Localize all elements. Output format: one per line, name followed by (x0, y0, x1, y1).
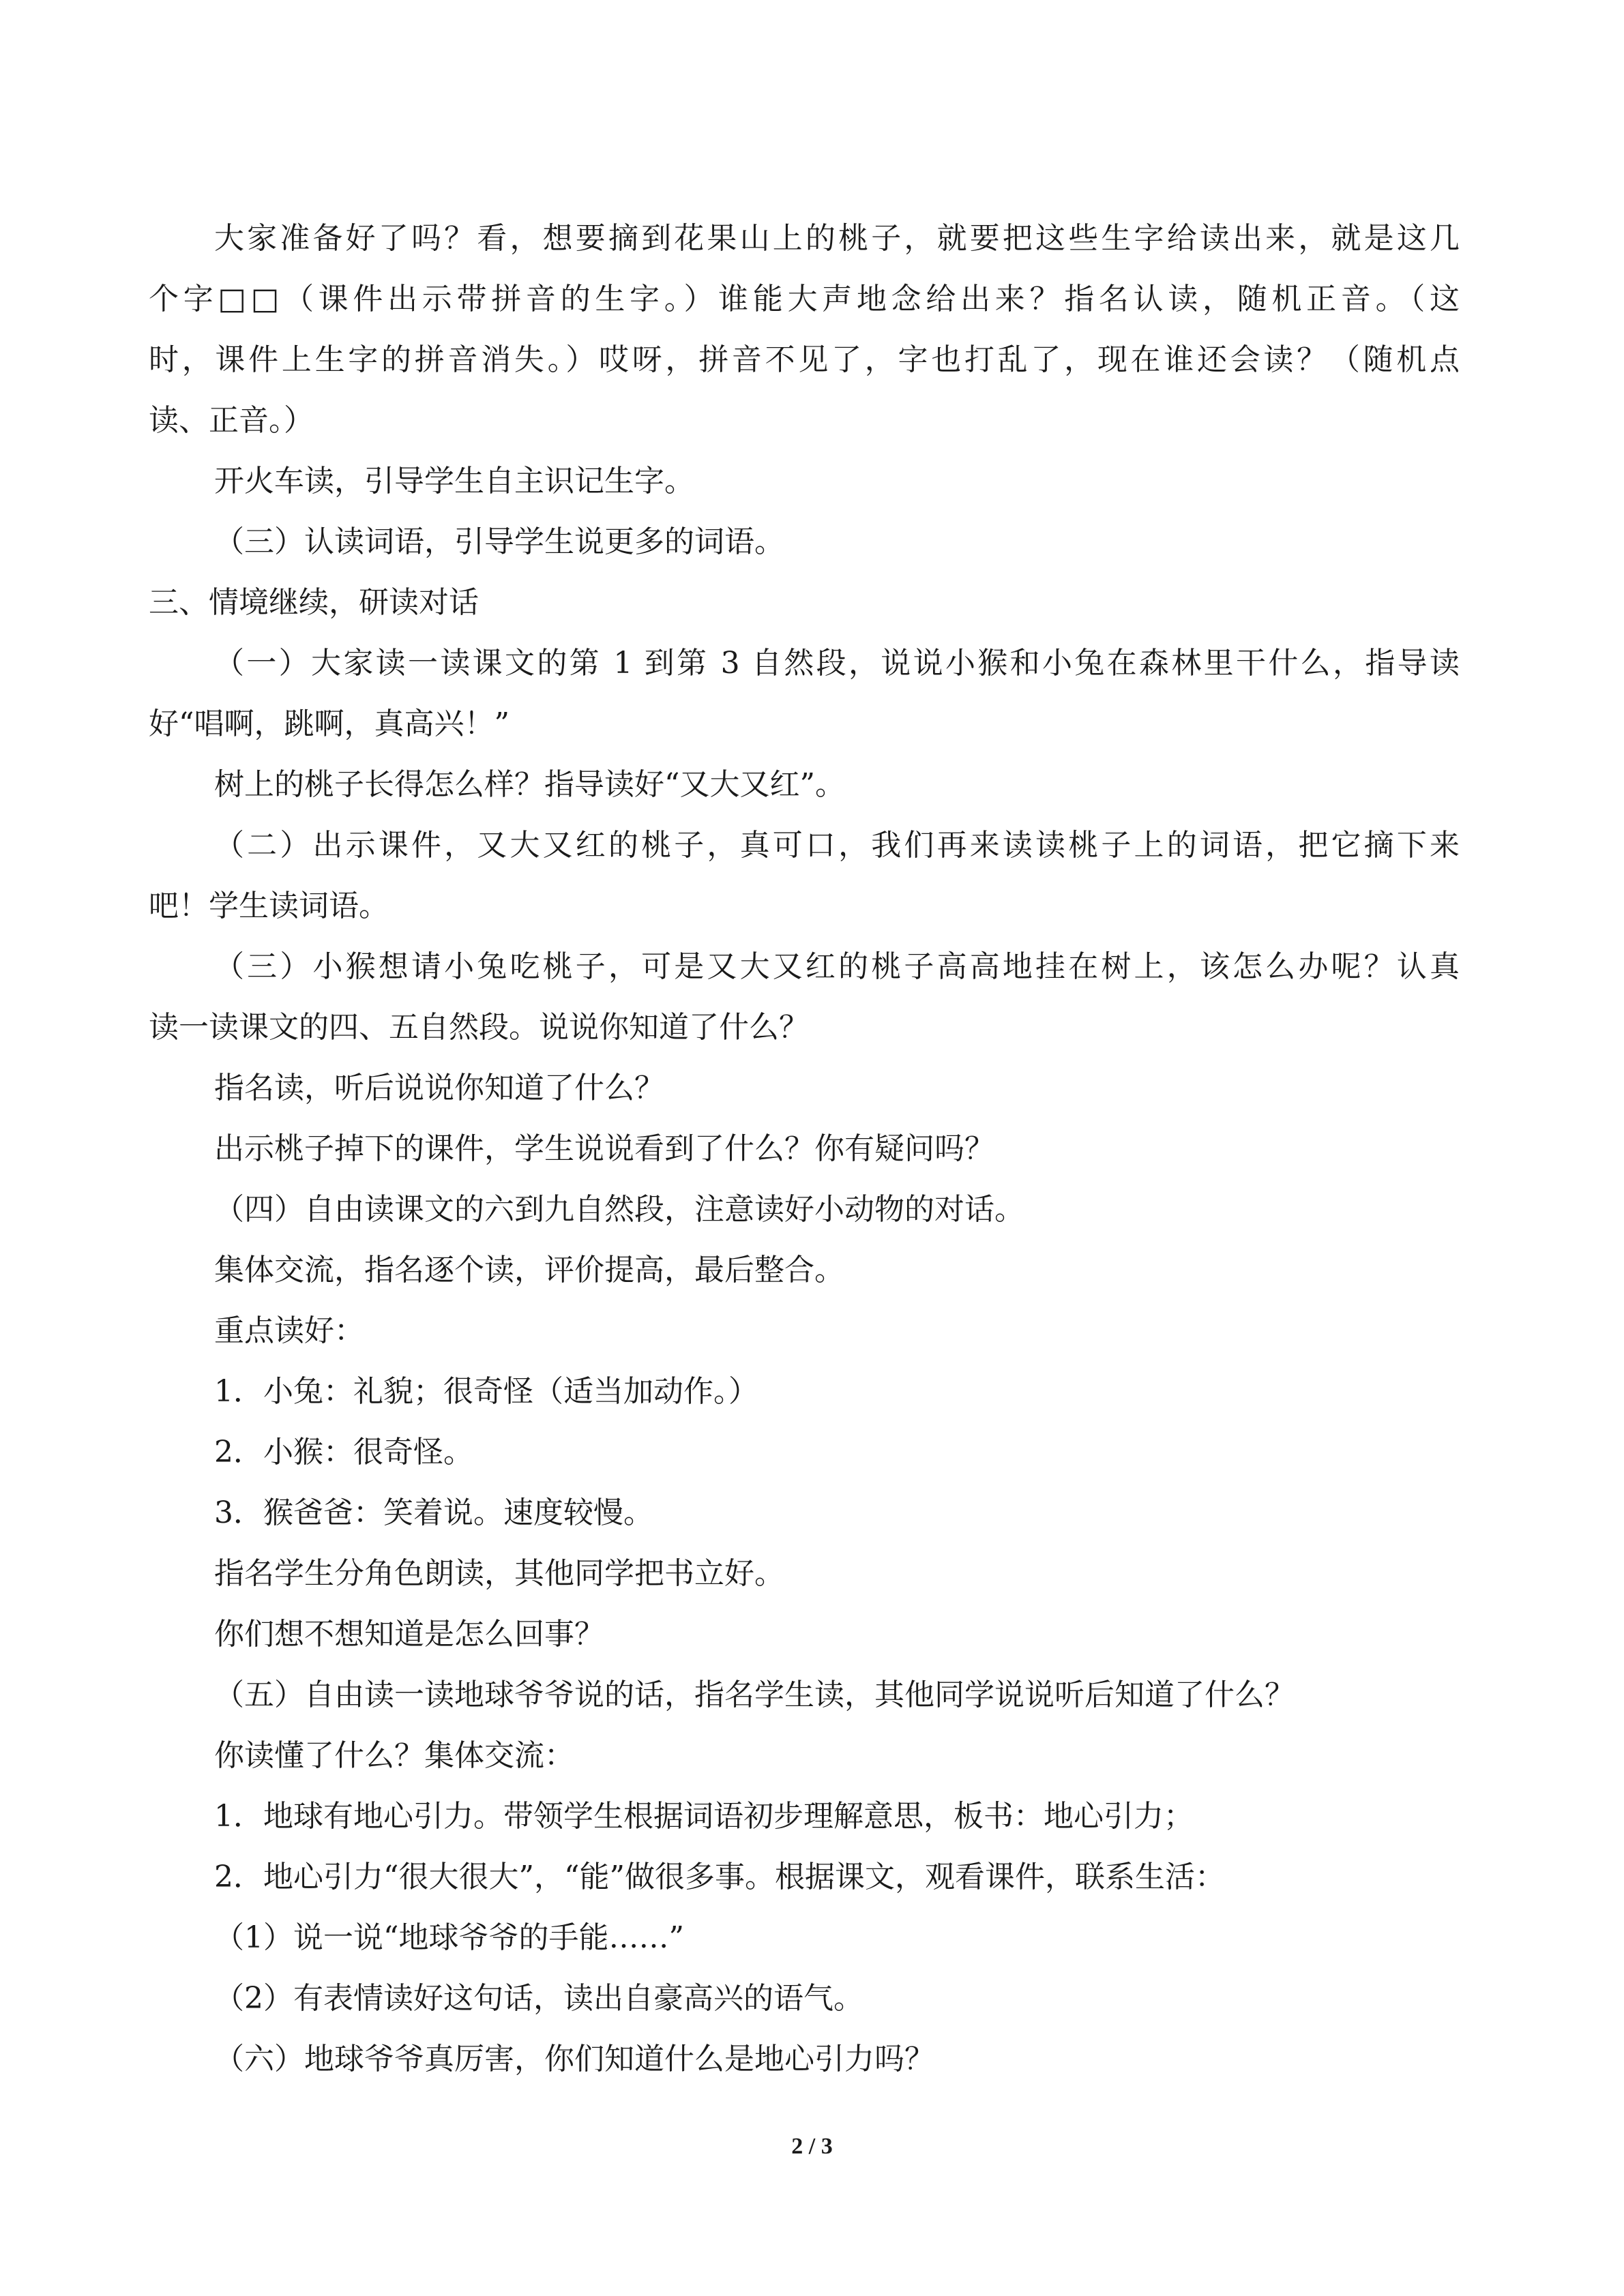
text-line: （一）大家读一读课文的第 1 到第 3 自然段，说说小猴和小兔在森林里干什么，指导读 (214, 646, 1460, 681)
section-heading: 三、情境继续，研读对话 (149, 585, 479, 620)
text-line: 你们想不想知道是怎么回事？ (214, 1617, 604, 1652)
page-number: 2 / 3 (791, 2134, 833, 2159)
text-line: （六）地球爷爷真厉害，你们知道什么是地心引力吗？ (214, 2042, 934, 2076)
list-item: 2．小猴：很奇怪。 (214, 1435, 473, 1470)
text-line: 开火车读，引导学生自主识记生字。 (214, 464, 694, 498)
text-line: （四）自由读课文的六到九自然段，注意读好小动物的对话。 (214, 1192, 1024, 1227)
list-item: （1）说一说“地球爷爷的手能……” (214, 1920, 684, 1955)
document-body (149, 208, 1460, 2089)
text-line: 吧！学生读词语。 (149, 889, 389, 923)
text-line: 读、正音。） (149, 403, 314, 438)
text-line: 指名读，听后说说你知道了什么？ (214, 1071, 664, 1105)
text-line: （三）认读词语，引导学生说更多的词语。 (214, 524, 784, 559)
list-item: 1．地球有地心引力。带领学生根据词语初步理解意思，板书：地心引力； (214, 1799, 1194, 1834)
text-line: （二）出示课件，又大又红的桃子，真可口，我们再来读读桃子上的词语，把它摘下来 (214, 828, 1460, 863)
list-item: 3．猴爸爸：笑着说。速度较慢。 (214, 1495, 653, 1530)
text-line: 大家准备好了吗？看，想要摘到花果山上的桃子，就要把这些生字给读出来，就是这几 (214, 221, 1460, 256)
text-line: 集体交流，指名逐个读，评价提高，最后整合。 (214, 1253, 844, 1287)
text-line: （三）小猴想请小兔吃桃子，可是又大又红的桃子高高地挂在树上，该怎么办呢？认真 (214, 949, 1460, 984)
text-line: 重点读好： (214, 1313, 364, 1348)
text-line: 树上的桃子长得怎么样？指导读好“又大又红”。 (214, 767, 845, 802)
list-item: （2）有表情读好这句话，读出自豪高兴的语气。 (214, 1981, 863, 2016)
list-item: 1．小兔：礼貌；很奇怪（适当加动作。） (214, 1374, 758, 1409)
text-line: 时，课件上生字的拼音消失。）哎呀，拼音不见了，字也打乱了，现在谁还会读？（随机点 (149, 342, 1460, 377)
list-item: 2．地心引力“很大很大”，“能”做很多事。根据课文，观看课件，联系生活： (214, 1860, 1225, 1894)
text-line: 你读懂了什么？集体交流： (214, 1738, 574, 1773)
text-line: 读一读课文的四、五自然段。说说你知道了什么？ (149, 1010, 809, 1045)
text-line: 好“唱啊，跳啊，真高兴！” (149, 706, 510, 741)
text-line: （五）自由读一读地球爷爷说的话，指名学生读，其他同学说说听后知道了什么？ (214, 1678, 1295, 1712)
text-line: 出示桃子掉下的课件，学生说说看到了什么？你有疑问吗？ (214, 1131, 994, 1166)
text-line: 指名学生分角色朗读，其他同学把书立好。 (214, 1556, 784, 1591)
text-line: 个字□□（课件出示带拼音的生字。）谁能大声地念给出来？指名认读，随机正音。（这 (149, 282, 1460, 316)
